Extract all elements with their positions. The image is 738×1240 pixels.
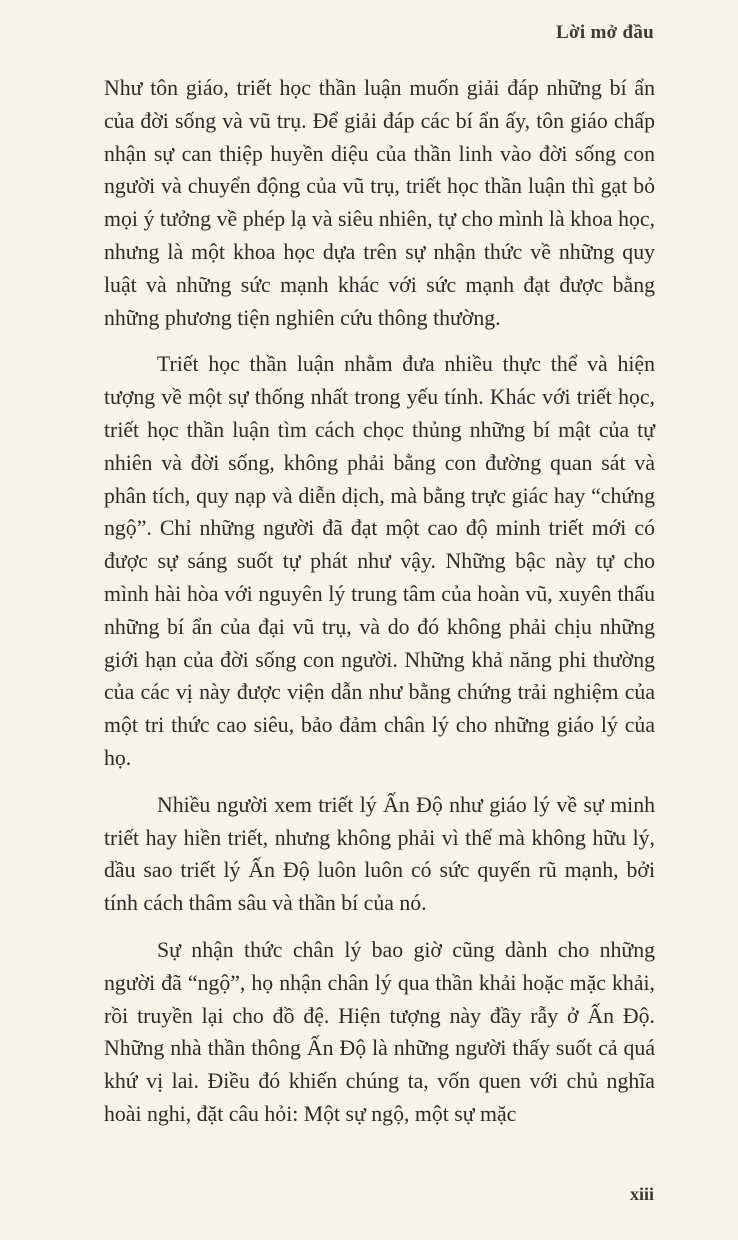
page-number: xiii xyxy=(629,1184,654,1204)
running-header: Lời mở đầu xyxy=(556,22,654,43)
paragraph-4: Sự nhận thức chân lý bao giờ cũng dành cho những người đã “ngộ”, họ nhận chân lý qua thần khải hoặc mặc khải, rồi truyền lại cho đồ đệ. Hiện tượng này đầy rẫy ở Ấn Độ. Những nhà thần thông Ấn Độ là những người thấy suốt cả quá khứ vị lai. Điều đó khiến chúng ta, vốn quen với chủ nghĩa hoài nghi, đặt câu hỏi: Một sự ngộ, một sự mặc xyxy=(104,937,655,1126)
paragraph-1: Như tôn giáo, triết học thần luận muốn giải đáp những bí ẩn của đời sống và vũ trụ. Để giải đáp các bí ẩn ấy, tôn giáo chấp nhận sự can thiệp huyền diệu của thần linh vào đời sống con người và chuyển động của vũ trụ, triết học thần luận thì gạt bỏ mọi ý tưởng về phép lạ và siêu nhiên, tự cho mình là khoa học, nhưng là một khoa học dựa trên sự nhận thức về những quy luật và những sức mạnh khác với sức mạnh đạt được bằng những phương tiện nghiên cứu thông thường. xyxy=(104,76,655,330)
body-text xyxy=(104,72,655,1145)
paragraph-2: Triết học thần luận nhằm đưa nhiều thực thể và hiện tượng về một sự thống nhất trong yếu tính. Khác với triết học, triết học thần luận tìm cách chọc thủng những bí mật của tự nhiên và đời sống, không phải bằng con đường quan sát và phân tích, quy nạp và diễn dịch, mà bằng trực giác hay “chứng ngộ”. Chỉ những người đã đạt một cao độ minh triết mới có được sự sáng suốt tự phát như vậy. Những bậc này tự cho mình hài hòa với nguyên lý trung tâm của hoàn vũ, xuyên thấu những bí ẩn của đại vũ trụ, và do đó không phải chịu những giới hạn của đời sống con người. Những khả năng phi thường của các vị này được viện dẫn như bằng chứng trải nghiệm của một tri thức cao siêu, bảo đảm chân lý cho những giáo lý của họ. xyxy=(104,352,655,770)
paragraph-3: Nhiều người xem triết lý Ấn Độ như giáo lý về sự minh triết hay hiền triết, nhưng không phải vì thế mà không hữu lý, dầu sao triết lý Ấn Độ luôn luôn có sức quyến rũ mạnh, bởi tính cách thâm sâu và thần bí của nó. xyxy=(104,792,655,916)
